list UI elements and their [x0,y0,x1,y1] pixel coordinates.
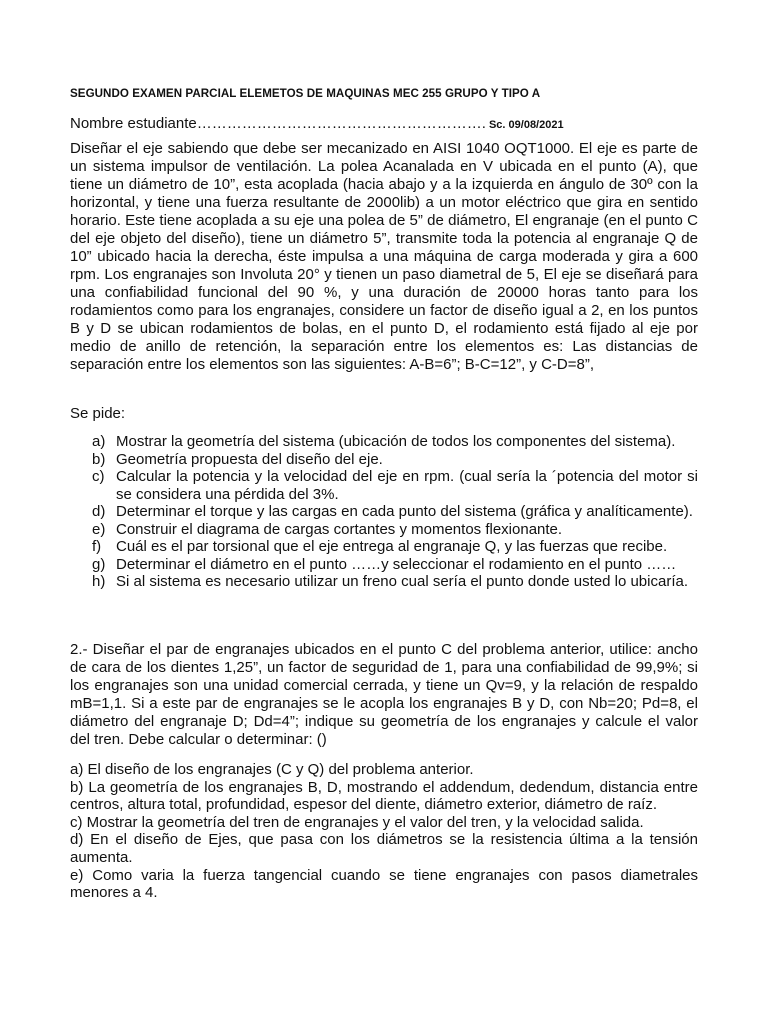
list-item-label: d) [92,503,106,520]
list-item [92,538,698,556]
list-item-text: Si al sistema es necesario utilizar un freno cual sería el punto donde usted lo ubicaría. [116,573,688,590]
list-item-label: c) [92,468,105,485]
list-item-text: Cuál es el par torsional que el eje entrega al engranaje Q, y las fuerzas que recibe. [116,538,668,555]
list-item: e) Como varia la fuerza tangencial cuando se tiene engranajes con pasos diametrales menores a 4. [70,866,698,902]
list-item [92,573,698,591]
list-item [92,503,698,521]
problem-2-list [70,761,698,902]
list-item-label: g) [92,555,106,573]
list-item: c) Mostrar la geometría del tren de engranajes y el valor del tren, y la velocidad salida. [70,813,644,831]
list-item [92,556,698,574]
problem-2-statement [70,641,698,749]
list-item-label: f) [92,538,102,555]
list-item: a) El diseño de los engranajes (C y Q) del problema anterior. [70,761,474,778]
list-item-label: a) [92,433,106,450]
list-item-label: h) [92,573,106,590]
list-item-label: b) [92,450,106,468]
se-pide-heading: Se pide: [70,405,126,422]
list-item: d) En el diseño de Ejes, que pasa con los diámetros se la resistencia última a la tensión aumenta. [70,831,698,866]
list-item-text: Calcular la potencia y la velocidad del eje en rpm. (cual sería la ´potencia del motor si se considera una pérdida del 3%. [116,468,698,503]
exam-title: SEGUNDO EXAMEN PARCIAL ELEMETOS DE MAQUINAS MEC 255 GRUPO Y TIPO A [70,87,541,100]
student-name-label: Nombre estudiante…………………………………………………. [70,115,486,132]
problem-1-text: Diseñar el eje sabiendo que debe ser mecanizado en AISI 1040 OQT1000. El eje es parte de un sistema impulsor de ventilación. La polea Acanalada en V ubicada en el punto (A), que tiene un diámetro de 10”, esta acoplada (hacia abajo y a la izquierda en ángulo de 30º con la horizontal, y tiene una fuerza resultante de 2000lib) a un motor eléctrico que gira en sentido horario. Este tiene acoplada a su eje una polea de 5” de diámetro, El engranaje (en el punto C del eje objeto del diseño), tiene un diámetro 5”, transmite toda la potencia al engranaje Q de 10” ubicado hacia la derecha, éste impulsa a una máquina de carga moderada y gira a 600 rpm. Los engranajes son Involuta 20° y tienen un paso diametral de 5, El eje se diseñará para una confiabilidad funcional del 90 %, y una duración de 20000 horas tanto para los rodamientos como para los engranajes, considere un factor de diseño igual a 2, en los puntos B y D se ubican rodamientos de bolas, en el punto D, el rodamiento está fijado al eje por medio de anillo de retención, la separación entre los elementos es: Las distancias de separación entre los elementos son las siguientes: A-B=6”; B-C=12”, y C-D=8”, [70,140,698,373]
problem-1-statement [70,140,698,374]
problem-2-text: 2.- Diseñar el par de engranajes ubicados en el punto C del problema anterior, utilice: ancho de cara de los dientes 1,25”, un factor de seguridad de 1, para una confiabilidad de 99,9%; si los engranajes son una unidad comercial cerrada, y tiene un Qv=9, y la relación de respaldo mB=1,1. Si a este par de engranajes se le acopla los engranajes B y D, con Nb=20; Pd=8, el diámetro del engranaje D; Dd=4”; indique su geometría de los engranajes y calcule el valor del tren. Debe calcular o determinar: () [70,641,698,748]
list-item [92,468,698,503]
list-item-text: Mostrar la geometría del sistema (ubicación de todos los componentes del sistema). [116,433,676,450]
list-item-text: Determinar el torque y las cargas en cada punto del sistema (gráfica y analíticamente). [116,503,693,520]
student-name-line [70,115,564,132]
list-item-label: e) [92,520,106,538]
list-item [92,521,698,539]
problem-1-list [92,433,698,591]
list-item [92,433,698,451]
list-item-text: Geometría propuesta del diseño del eje. [116,450,383,468]
list-item [92,451,698,469]
list-item-text: Construir el diagrama de cargas cortantes y momentos flexionante. [116,520,563,538]
list-item: b) La geometría de los engranajes B, D, mostrando el addendum, dedendum, distancia entre centros, altura total, profundidad, espesor del diente, diámetro exterior, diámetro de raíz. [70,778,698,814]
list-item-text: Determinar el diámetro en el punto ……y seleccionar el rodamiento en el punto …… [116,555,677,573]
exam-date: Sc. 09/08/2021 [485,119,564,131]
